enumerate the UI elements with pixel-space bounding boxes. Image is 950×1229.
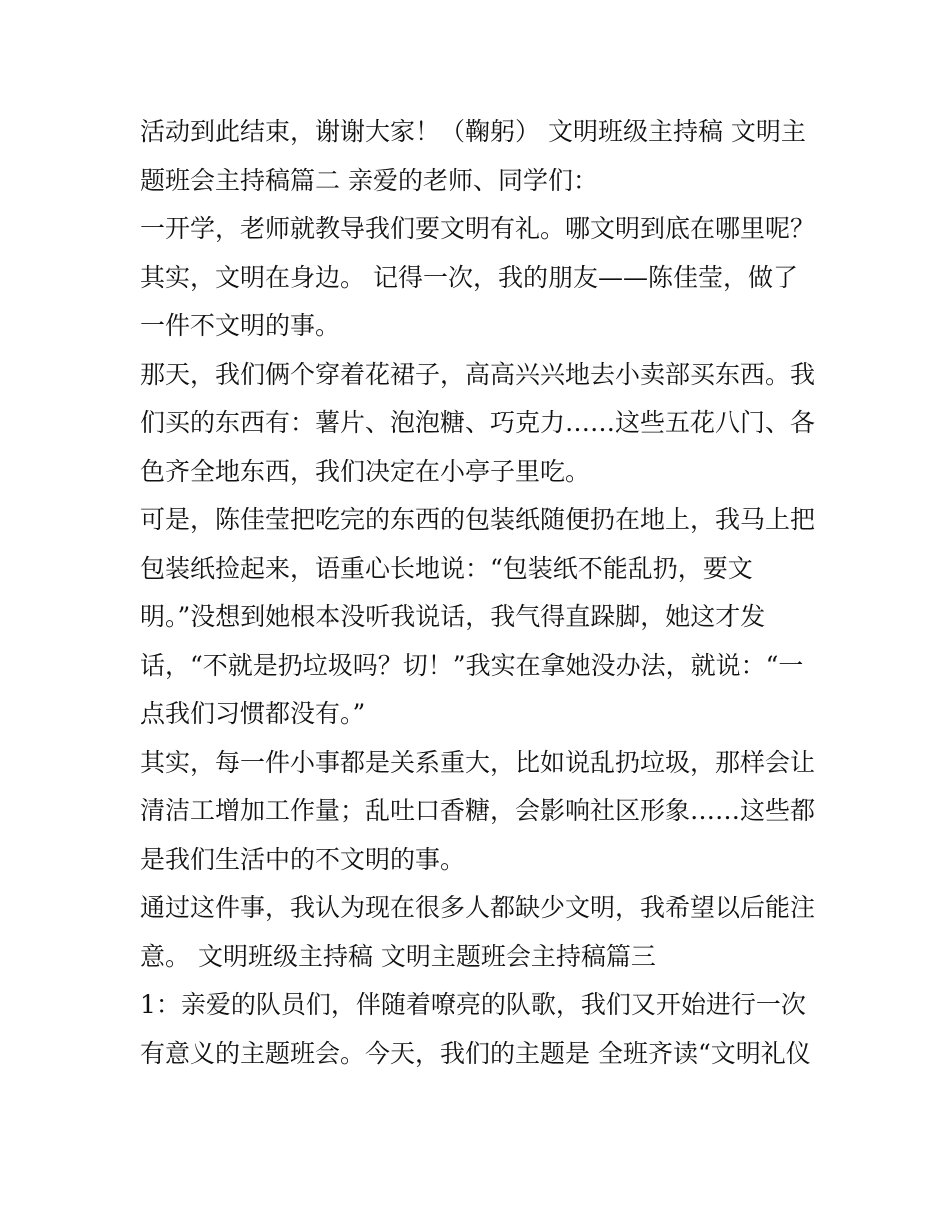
text-line: 意。 文明班级主持稿 文明主题班会主持稿篇三 — [140, 941, 656, 971]
paragraph-reflection — [140, 739, 830, 885]
text-line: 那天，我们俩个穿着花裙子，高高兴兴地去小卖部买东西。我 — [140, 359, 816, 389]
paragraph-shopping — [140, 351, 830, 497]
text-line: 是我们生活中的不文明的事。 — [140, 844, 466, 874]
paragraph-part-three — [140, 981, 830, 1078]
text-line: 其实，文明在身边。 记得一次，我的朋友——陈佳莹，做了 — [140, 262, 798, 292]
text-line: 一件不文明的事。 — [140, 311, 341, 340]
document-body — [140, 108, 830, 1078]
paragraph-closing — [140, 108, 830, 205]
text-line: 点我们习惯都没有。” — [140, 699, 366, 728]
text-line: 话，“不就是扔垃圾吗？切！”我实在拿她没办法，就说：“一 — [140, 650, 804, 680]
text-line: 清洁工增加工作量；乱吐口香糖，会影响社区形象……这些都 — [140, 796, 816, 825]
text-line: 通过这件事，我认为现在很多人都缺少文明，我希望以后能注 — [140, 893, 816, 922]
text-line: 其实，每一件小事都是关系重大，比如说乱扔垃圾，那样会让 — [140, 747, 816, 777]
text-line: 一开学，老师就教导我们要文明有礼。哪文明到底在哪里呢？ — [140, 214, 816, 243]
paragraph-littering — [140, 496, 830, 739]
text-line: 明。”没想到她根本没听我说话，我气得直跺脚，她这才发 — [140, 602, 766, 631]
text-line: 色齐全地东西，我们决定在小亭子里吃。 — [140, 456, 591, 486]
text-line: 可是，陈佳莹把吃完的东西的包装纸随便扔在地上，我马上把 — [140, 505, 816, 534]
text-line: 题班会主持稿篇二 亲爱的老师、同学们： — [140, 165, 598, 195]
text-line: 们买的东西有：薯片、泡泡糖、巧克力……这些五花八门、各 — [140, 408, 816, 437]
text-line: 有意义的主题班会。今天，我们的主题是 全班齐读“文明礼仪 — [140, 1038, 811, 1068]
text-line: 活动到此结束，谢谢大家！（鞠躬） 文明班级主持稿 文明主 — [140, 117, 806, 146]
paragraph-intro — [140, 205, 830, 351]
text-line: 包装纸捡起来，语重心长地说：“包装纸不能乱扔，要文 — [140, 553, 753, 583]
paragraph-conclusion — [140, 884, 830, 981]
text-line: 1：亲爱的队员们，伴随着嘹亮的队歌，我们又开始进行一次 — [140, 990, 806, 1019]
